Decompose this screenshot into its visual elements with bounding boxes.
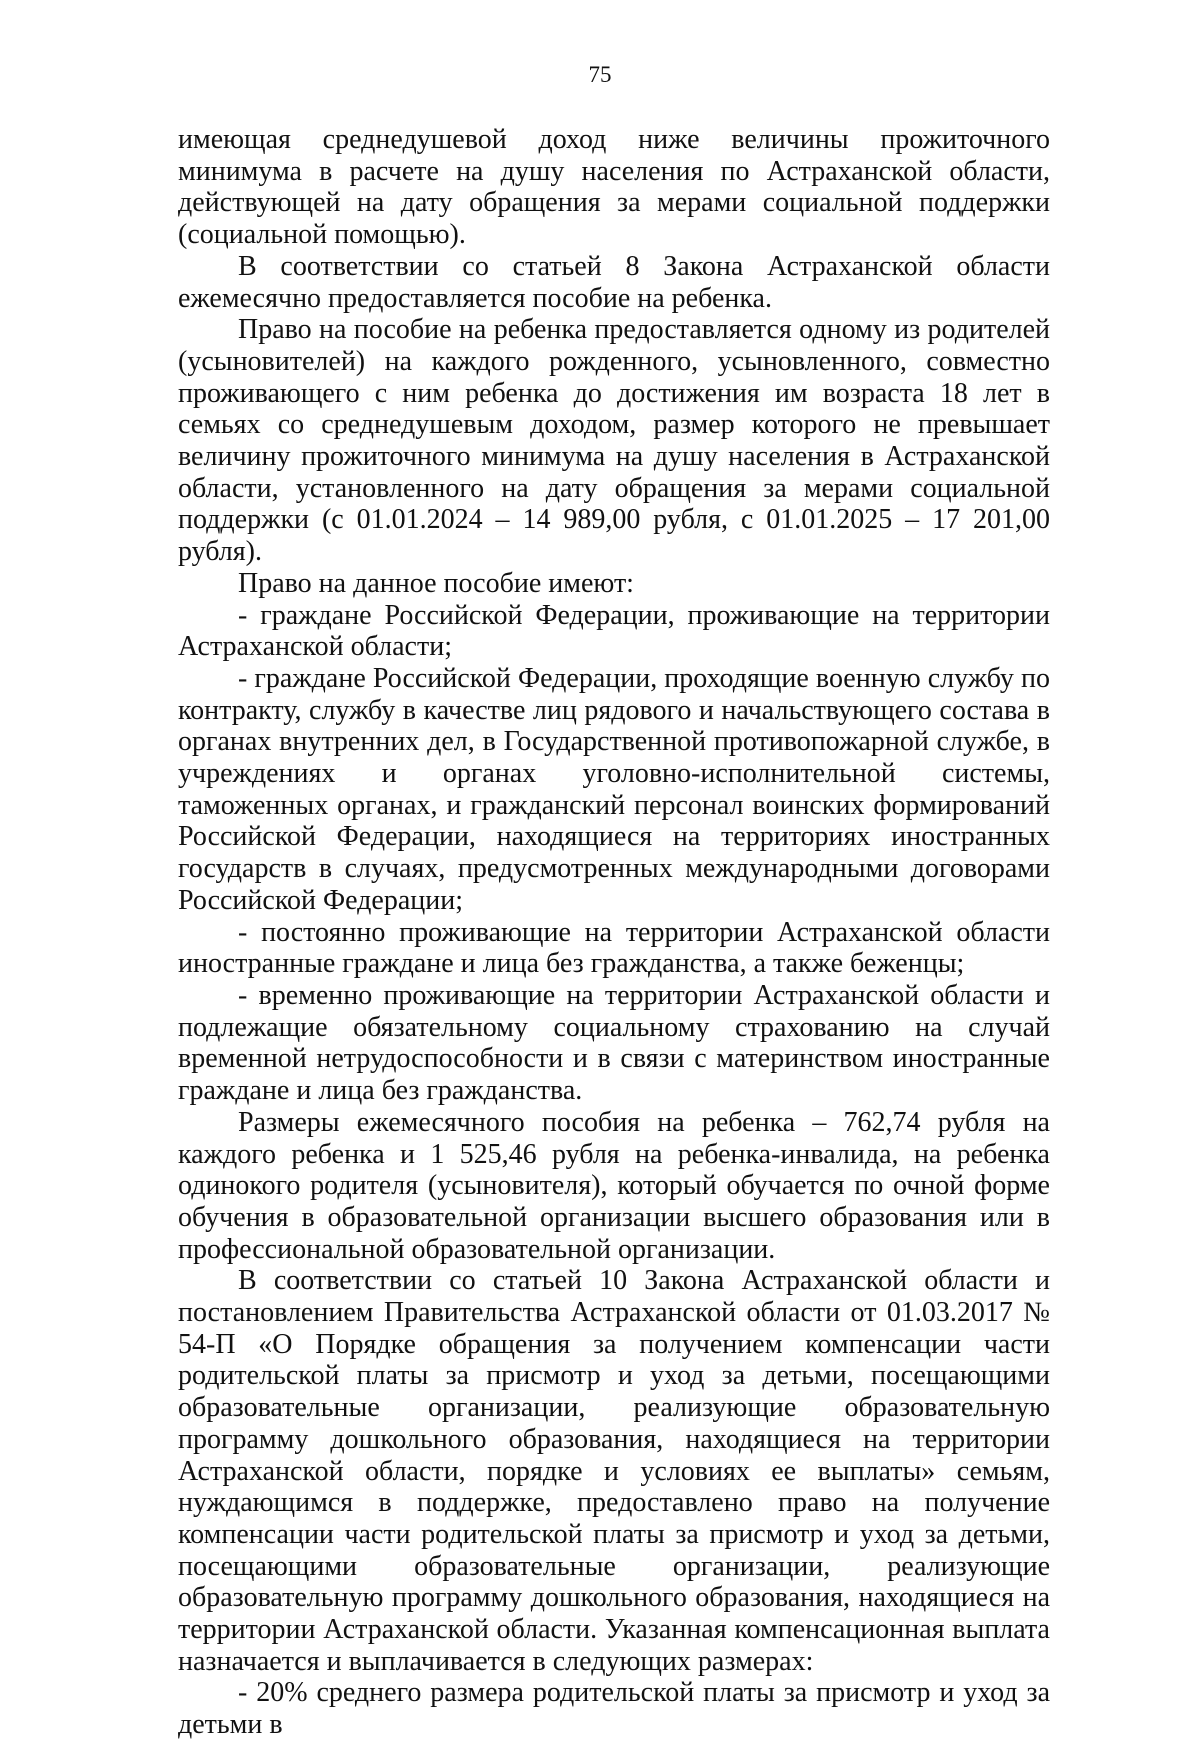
paragraph-11-list-item: - 20% среднего размера родительской платы за присмотр и уход за детьми в — [178, 1677, 1050, 1741]
paragraph-8-list-item: - временно проживающие на территории Астраханской области и подлежащие обязательному социальному страхованию на случай временной нетрудоспособности и в связи с материнством иностранные граждане и лица без гражданства. — [178, 979, 1050, 1107]
paragraph-2: В соответствии со статьей 8 Закона Астраханской области ежемесячно предоставляется пособие на ребенка. — [178, 250, 1050, 314]
paragraph-1: имеющая среднедушевой доход ниже величины прожиточного минимума в расчете на душу населения по Астраханской области, действующей на дату обращения за мерами социальной поддержки (социальной помощью). — [178, 124, 1050, 251]
paragraph-10: В соответствии со статьей 10 Закона Астраханской области и постановлением Правительства Астраханской области от 01.03.2017 № 54-П «О Порядке обращения за получением компенсации части родительской платы за присмотр и уход за детьми, посещающими образовательные организации, реализующие образовательную программу дошкольного образования, находящиеся на территории Астраханской области, порядке и условиях ее выплаты» семьям, нуждающимся в поддержке, предоставлено право на получение компенсации части родительской платы за присмотр и уход за детьми, посещающими образовательные организации, реализующие образовательную программу дошкольного образования, находящиеся на территории Астраханской области. Указанная компенсационная выплата назначается и выплачивается в следующих размерах: — [178, 1265, 1050, 1677]
paragraph-3: Право на пособие на ребенка предоставляется одному из родителей (усыновителей) на каждого рожденного, усыновленного, совместно проживающего с ним ребенка до достижения им возраста 18 лет в семьях со среднедушевым доходом, размер которого не превышает величину прожиточного минимума на душу населения в Астраханской области, установленного на дату обращения за мерами социальной поддержки (с 01.01.2024 – 14 989,00 рубля, с 01.01.2025 – 17 201,00 рубля). — [178, 314, 1050, 568]
page-number: 75 — [588, 62, 612, 87]
paragraph-6-list-item: - граждане Российской Федерации, проходящие военную службу по контракту, службу в качестве лиц рядового и начальствующего состава в органах внутренних дел, в Государственной противопожарной службе, в учреждениях и органах уголовно-исполнительной системы, таможенных органах, и гражданский персонал воинских формирований Российской Федерации, находящиеся на территориях иностранных государств в случаях, предусмотренных международными договорами Российской Федерации; — [178, 662, 1050, 916]
paragraph-4: Право на данное пособие имеют: — [238, 567, 634, 599]
paragraph-7-list-item: - постоянно проживающие на территории Астраханской области иностранные граждане и лица без гражданства, а также беженцы; — [178, 916, 1050, 980]
paragraph-5-list-item: - граждане Российской Федерации, проживающие на территории Астраханской области; — [178, 599, 1050, 663]
document-body — [178, 124, 1050, 1741]
paragraph-9: Размеры ежемесячного пособия на ребенка – 762,74 рубля на каждого ребенка и 1 525,46 рубля на ребенка-инвалида, на ребенка одинокого родителя (усыновителя), который обучается по очной форме обучения в образовательной организации высшего образования или в профессиональной образовательной организации. — [178, 1106, 1050, 1265]
